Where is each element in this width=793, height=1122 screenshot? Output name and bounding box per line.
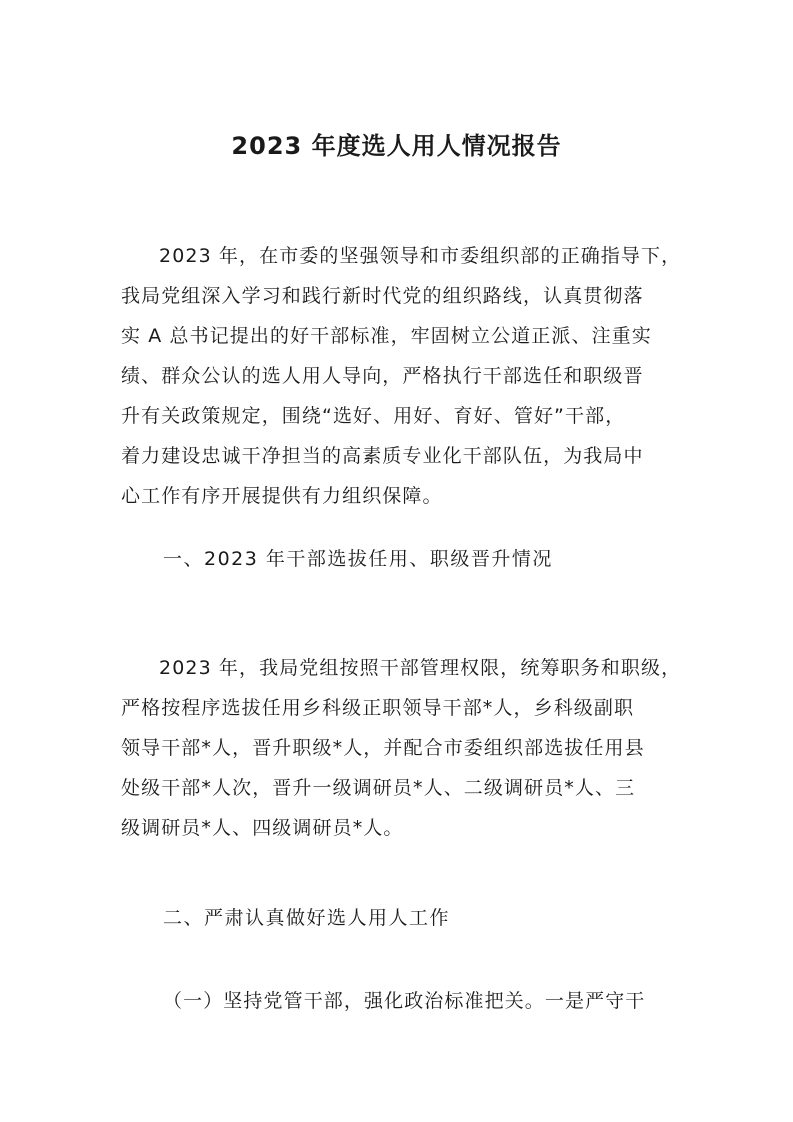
- paragraph-line: 处级干部*人次，晋升一级调研员*人、二级调研员*人、三: [121, 777, 636, 799]
- section2-paragraph: [121, 981, 691, 1021]
- page-title: 2023 年度选人用人情况报告: [231, 132, 562, 160]
- paragraph-line: 心工作有序开展提供有力组织保障。: [121, 485, 443, 507]
- paragraph-line: 我局党组深入学习和践行新时代党的组织路线，认真贯彻落: [121, 285, 644, 307]
- paragraph-line: 2023 年，在市委的坚强领导和市委组织部的正确指导下，: [159, 245, 682, 267]
- paragraph-line: （一）坚持党管干部，强化政治标准把关。一是严守干: [163, 990, 646, 1012]
- paragraph-line: 升有关政策规定，围绕“选好、用好、育好、管好”干部，: [121, 405, 626, 427]
- section1-paragraph: [121, 648, 691, 848]
- intro-paragraph: [121, 236, 691, 516]
- paragraph-line: 着力建设忠诚干净担当的高素质专业化干部队伍，为我局中: [121, 445, 644, 467]
- paragraph-line: 2023 年，我局党组按照干部管理权限，统筹职务和职级，: [159, 657, 682, 679]
- paragraph-line: 实 A 总书记提出的好干部标准，牢固树立公道正派、注重实: [121, 325, 652, 347]
- paragraph-line: 严格按程序选拔任用乡科级正职领导干部*人，乡科级副职: [121, 697, 635, 719]
- section-heading-2: 二、严肃认真做好选人用人工作: [163, 907, 451, 929]
- paragraph-line: 绩、群众公认的选人用人导向，严格执行干部选任和职级晋: [121, 365, 644, 387]
- section-heading-1: 一、2023 年干部选拔任用、职级晋升情况: [163, 548, 553, 570]
- paragraph-line: 级调研员*人、四级调研员*人。: [121, 817, 404, 839]
- paragraph-line: 领导干部*人，晋升职级*人，并配合市委组织部选拔任用县: [121, 737, 645, 759]
